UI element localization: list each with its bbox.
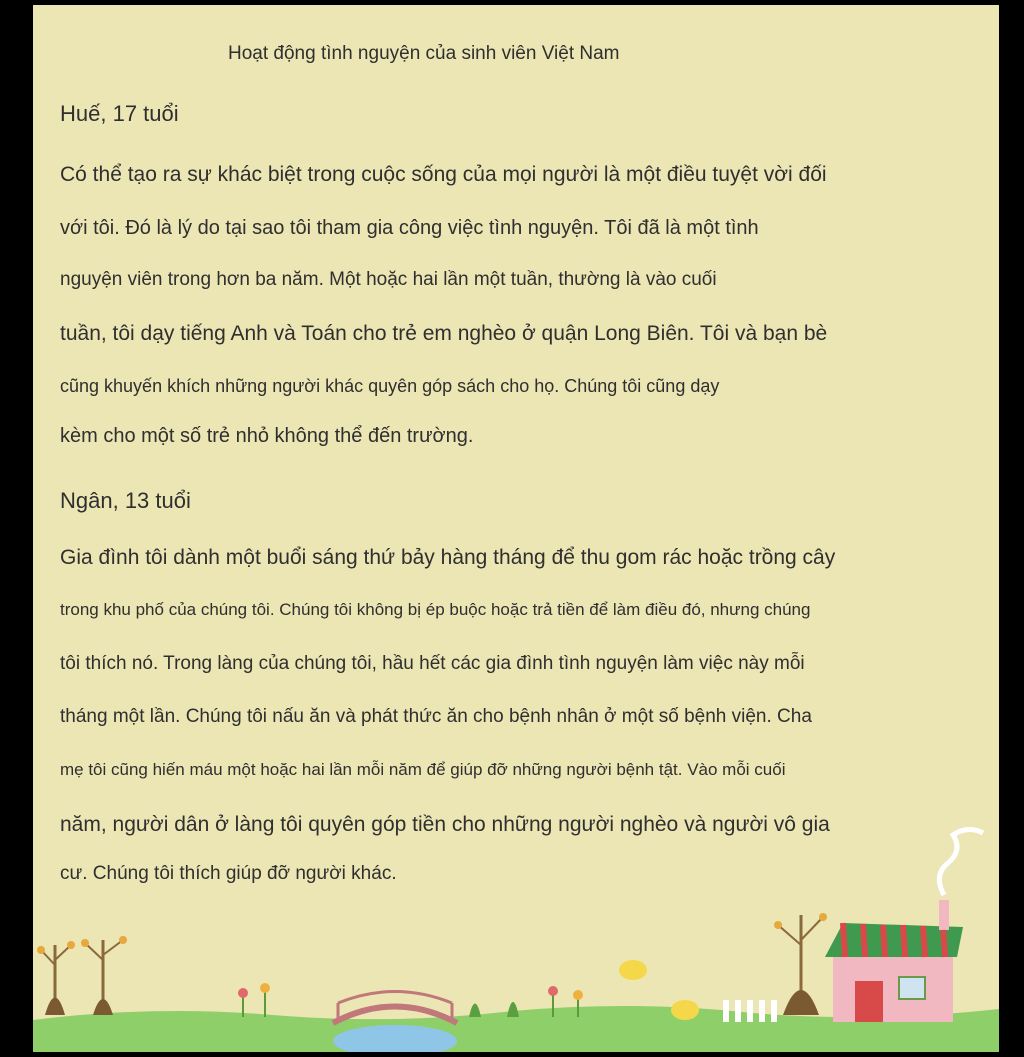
paragraph-line: cư. Chúng tôi thích giúp đỡ người khác.	[60, 863, 397, 884]
pond	[333, 1025, 457, 1052]
paragraph-line: nguyện viên trong hơn ba năm. Một hoặc hai lần một tuần, thường là vào cuối	[60, 269, 717, 290]
grass-strip	[33, 1006, 999, 1052]
paragraph-line: tôi thích nó. Trong làng của chúng tôi, hầu hết các gia đình tình nguyện làm việc này mỗi	[60, 653, 805, 674]
paragraph-line: kèm cho một số trẻ nhỏ không thể đến trường.	[60, 425, 474, 447]
document-title: Hoạt động tình nguyện của sinh viên Việt Nam	[228, 43, 620, 64]
paragraph-line: năm, người dân ở làng tôi quyên góp tiền cho những người nghèo và người vô gia	[60, 813, 830, 836]
section-heading-hue: Huế, 17 tuổi	[60, 101, 179, 126]
section-heading-ngan: Ngân, 13 tuổi	[60, 488, 191, 513]
bird-icon	[619, 960, 699, 1020]
paragraph-line: trong khu phố của chúng tôi. Chúng tôi không bị ép buộc hoặc trả tiền để làm điều đó, nhưng chúng	[60, 600, 811, 619]
paragraph-line: Có thể tạo ra sự khác biệt trong cuộc sống của mọi người là một điều tuyệt vời đối	[60, 163, 827, 186]
flowers-icon	[238, 983, 583, 1017]
left-trees-icon	[37, 936, 127, 1015]
paragraph-line: với tôi. Đó là lý do tại sao tôi tham gia công việc tình nguyện. Tôi đã là một tình	[60, 217, 759, 239]
paragraph-line: cũng khuyến khích những người khác quyên góp sách cho họ. Chúng tôi cũng dạy	[60, 376, 720, 396]
paragraph-line: mẹ tôi cũng hiến máu một hoặc hai lần mỗi năm để giúp đỡ những người bệnh tật. Vào mỗi cuối	[60, 760, 786, 779]
paragraph-line: tháng một lần. Chúng tôi nấu ăn và phát thức ăn cho bệnh nhân ở một số bệnh viện. Cha	[60, 706, 812, 727]
fence-icon	[723, 1000, 777, 1022]
paragraph-line: tuần, tôi dạy tiếng Anh và Toán cho trẻ em nghèo ở quận Long Biên. Tôi và bạn bè	[60, 322, 828, 345]
bridge-icon	[333, 992, 457, 1024]
document-page	[33, 5, 999, 1052]
right-tree-icon	[774, 913, 827, 1015]
paragraph-line: Gia đình tôi dành một buổi sáng thứ bảy hàng tháng để thu gom rác hoặc trồng cây	[60, 546, 836, 569]
house-icon	[825, 829, 983, 1022]
